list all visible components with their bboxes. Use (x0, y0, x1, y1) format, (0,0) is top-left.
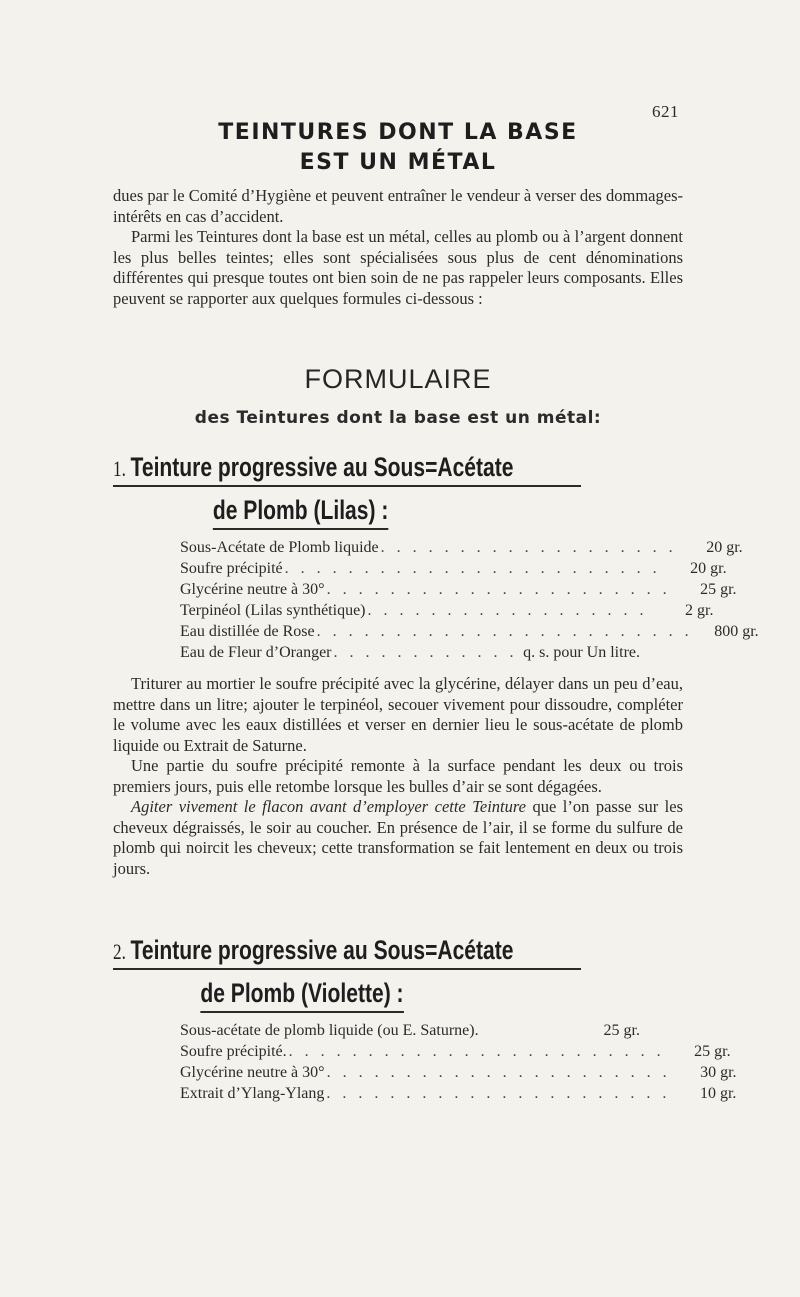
ingredient-qty: q. s. pour Un litre. (523, 644, 640, 661)
ingredient-name: Extrait d’Ylang-Ylang (180, 1085, 325, 1102)
ingredient-name: Soufre précipité. (180, 1043, 287, 1060)
ingredient-name: Sous-Acétate de Plomb liquide (180, 539, 379, 556)
recipe-2-number: 2. (113, 939, 126, 964)
ingredient-row (180, 579, 737, 600)
ingredient-row (180, 1062, 737, 1083)
ingredient-name: Sous-acétate de plomb liquide (ou E. Saturne). (180, 1022, 479, 1039)
recipe-2-title-text: Teinture progressive au Sous=Acétate (130, 935, 514, 965)
ingredient-row (180, 558, 727, 579)
ingredient-qty: 2 gr. (685, 602, 714, 619)
ingredient-name: Glycérine neutre à 30° (180, 581, 325, 598)
ingredient-name: Eau de Fleur d’Oranger (180, 644, 332, 661)
leader-dots: . . . . . . . . . . . . . . . . . . . . . . (326, 1085, 671, 1102)
recipe-1-title-text-2: de Plomb (Lilas) : (213, 495, 389, 530)
recipe-1-instructions (113, 674, 683, 879)
recipe-1-paragraph-3-rest: que l’on passe sur les cheveux dégraissés, le soir au coucher. En présence de l’air, il se forme du sulfure de plomb qui noircit les cheveux; cette transformation se fait lentement en deux ou trois jours. (113, 797, 683, 878)
recipe-1-title (113, 452, 583, 530)
recipe-2-title (113, 935, 583, 1013)
ingredient-row (180, 1083, 737, 1104)
ingredient-qty: 25 gr. (603, 1022, 640, 1039)
ingredient-row (180, 600, 714, 621)
ingredient-qty: 25 gr. (694, 1043, 731, 1060)
leader-dots (479, 1020, 576, 1041)
recipe-1-number: 1. (113, 456, 126, 481)
ingredient-name: Eau distillée de Rose (180, 623, 315, 640)
intro-paragraph-1: dues par le Comité d’Hygiène et peuvent entraîner le vendeur à verser des dommages-intérêts en cas d’accident. (113, 186, 683, 226)
recipe-1-title-text: Teinture progressive au Sous=Acétate (130, 452, 514, 482)
recipe-1-paragraph-1: Triturer au mortier le soufre précipité avec la glycérine, délayer dans un peu d’eau, mettre dans un litre; ajouter le terpinéol, secouer vivement pour dissoudre, compléter le volume avec les eaux distillées et verser en dernier lieu le sous-acétate de plomb liquide ou Extrait de Saturne. (113, 674, 683, 755)
recipe-2-title-line-1 (113, 935, 581, 970)
ingredient-row (180, 621, 759, 642)
leader-dots: . . . . . . . . . . . . . . . . . . . . . . . . (284, 560, 661, 577)
ingredient-qty: 10 gr. (699, 1085, 737, 1102)
running-head-line-2: EST UN MÉTAL (299, 150, 497, 175)
ingredient-qty: 800 gr. (714, 623, 759, 640)
recipe-2-title-text-2: de Plomb (Violette) : (200, 978, 403, 1013)
ingredient-qty: 30 gr. (700, 1064, 737, 1081)
running-head-line-1: TEINTURES DONT LA BASE (218, 120, 578, 145)
ingredient-name: Glycérine neutre à 30° (180, 1064, 325, 1081)
ingredient-qty: 25 gr. (700, 581, 737, 598)
formulaire-title: FORMULAIRE (304, 364, 492, 394)
recipe-1-title-line-1 (113, 452, 581, 487)
page-number: 621 (652, 102, 679, 121)
formulaire-subtitle: des Teintures dont la base est un métal: (194, 408, 602, 428)
ingredient-row (180, 537, 743, 558)
ingredient-name: Soufre précipité (180, 560, 283, 577)
recipe-1-title-line-2 (113, 495, 480, 530)
intro-paragraph-2: Parmi les Teintures dont la base est un métal, celles au plomb ou à l’argent donnent les plus belles teintes; elles sont spécialisées sous plus de cent dénominations différentes qui presque toutes ont bien soin de ne pas rappeler leurs composants. Elles peuvent se rapporter aux quelques formules ci-dessous : (113, 227, 683, 308)
leader-dots: . . . . . . . . . . . . . . . . . . . . . . . . (316, 623, 693, 640)
ingredient-qty: 20 gr. (706, 539, 743, 556)
recipe-1-ingredients (180, 537, 759, 663)
ingredient-row (180, 1041, 731, 1062)
ingredient-row (180, 1020, 640, 1041)
leader-dots: . . . . . . . . . . . . (333, 644, 518, 661)
recipe-1-paragraph-2: Une partie du soufre précipité remonte à la surface pendant les deux ou trois premiers jours, puis elle retombe lorsque les bulles d’air se sont dégagées. (113, 756, 683, 796)
recipe-1-italic-instruction: Agiter vivement le flacon avant d’employer cette Teinture (131, 797, 527, 816)
leader-dots: . . . . . . . . . . . . . . . . . . . . . . (326, 1064, 671, 1081)
running-head (113, 118, 683, 178)
recipe-2-title-line-2 (113, 978, 480, 1013)
leader-dots: . . . . . . . . . . . . . . . . . . . (380, 539, 677, 556)
leader-dots: . . . . . . . . . . . . . . . . . . . . . . . . (288, 1043, 665, 1060)
recipe-2-ingredients (180, 1020, 737, 1104)
leader-dots: . . . . . . . . . . . . . . . . . . . . . . (326, 581, 671, 598)
ingredient-name: Terpinéol (Lilas synthétique) (180, 602, 366, 619)
ingredient-row (180, 642, 640, 663)
intro-text (113, 186, 683, 309)
leader-dots: . . . . . . . . . . . . . . . . . . (367, 602, 648, 619)
recipe-1-paragraph-3 (113, 797, 683, 879)
ingredient-qty: 20 gr. (690, 560, 727, 577)
